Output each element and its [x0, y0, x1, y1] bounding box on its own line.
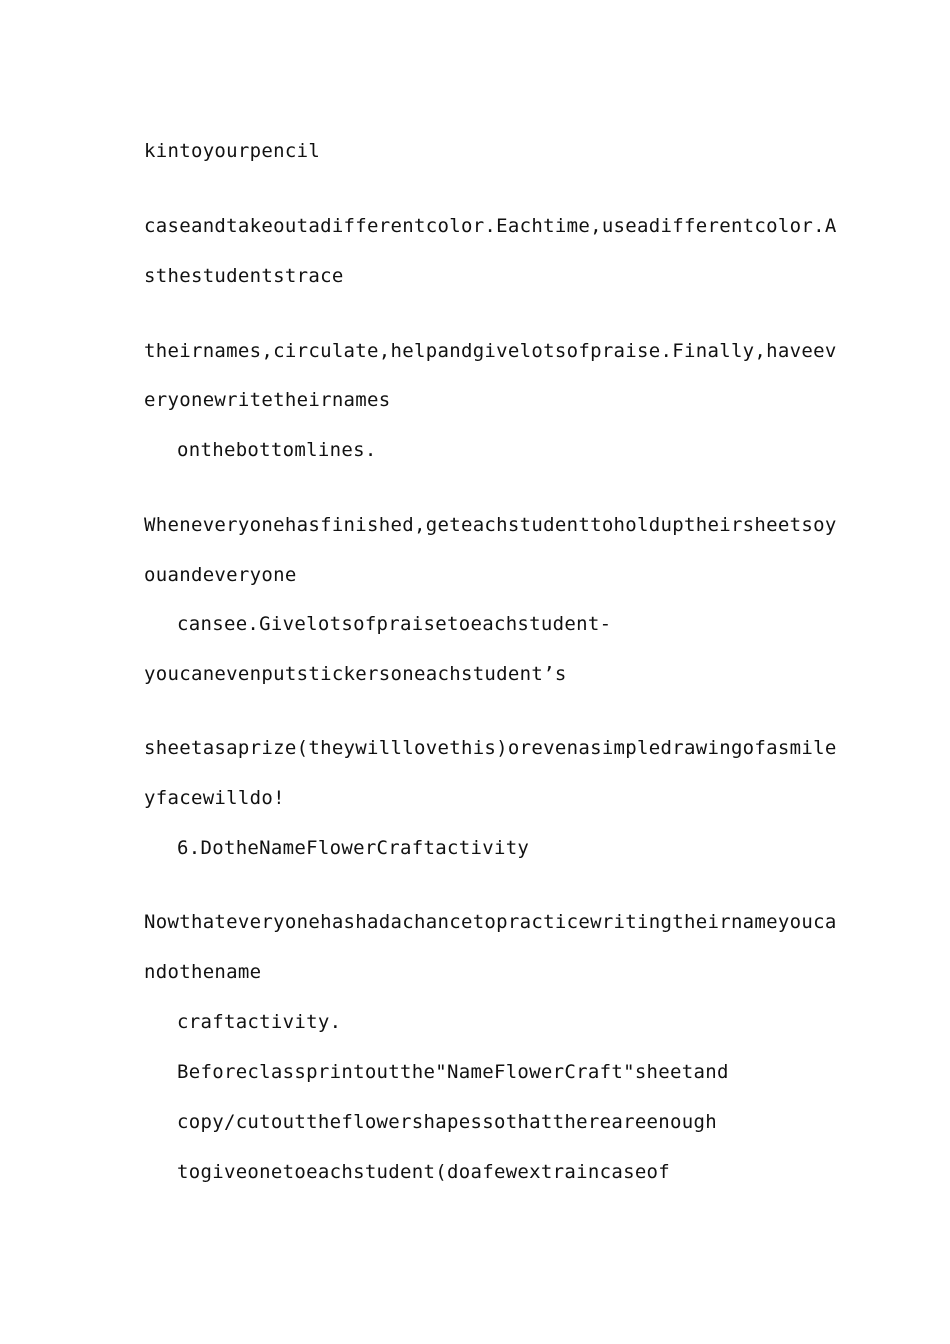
text-line: Wheneveryonehasfinished,geteachstudenttoholduptheirsheetsoy [144, 514, 837, 536]
text-line: ouandeveryone [144, 564, 297, 586]
text-line: caseandtakeoutadifferentcolor.Eachtime,useadifferentcolor.A [144, 215, 837, 237]
text-line: Beforeclassprintoutthe"NameFlowerCraft"sheetand [177, 1061, 729, 1083]
text-line: youcanevenputstickersoneachstudent’s [144, 663, 567, 685]
text-line: ndothename [144, 961, 262, 983]
text-line: eryonewritetheirnames [144, 389, 391, 411]
text-line: onthebottomlines. [177, 439, 377, 461]
section-heading: 6.DotheNameFlowerCraftactivity [177, 837, 530, 859]
text-line: craftactivity. [177, 1011, 342, 1033]
text-line: cansee.Givelotsofpraisetoeachstudent- [177, 613, 612, 635]
text-line: sheetasaprize(theywilllovethis)orevenasimpledrawingofasmile [144, 737, 837, 759]
text-line: kintoyourpencil [144, 140, 321, 162]
text-line: togiveonetoeachstudent(doafewextraincaseof [177, 1161, 671, 1183]
text-line: copy/cutouttheflowershapessothatthereareenough [177, 1111, 717, 1133]
text-line: sthestudentstrace [144, 265, 344, 287]
text-line: Nowthateveryonehashadachancetopracticewritingtheirnameyouca [144, 911, 837, 933]
text-line: theirnames,circulate,helpandgivelotsofpraise.Finally,haveev [144, 340, 837, 362]
text-line: yfacewilldo! [144, 787, 285, 809]
